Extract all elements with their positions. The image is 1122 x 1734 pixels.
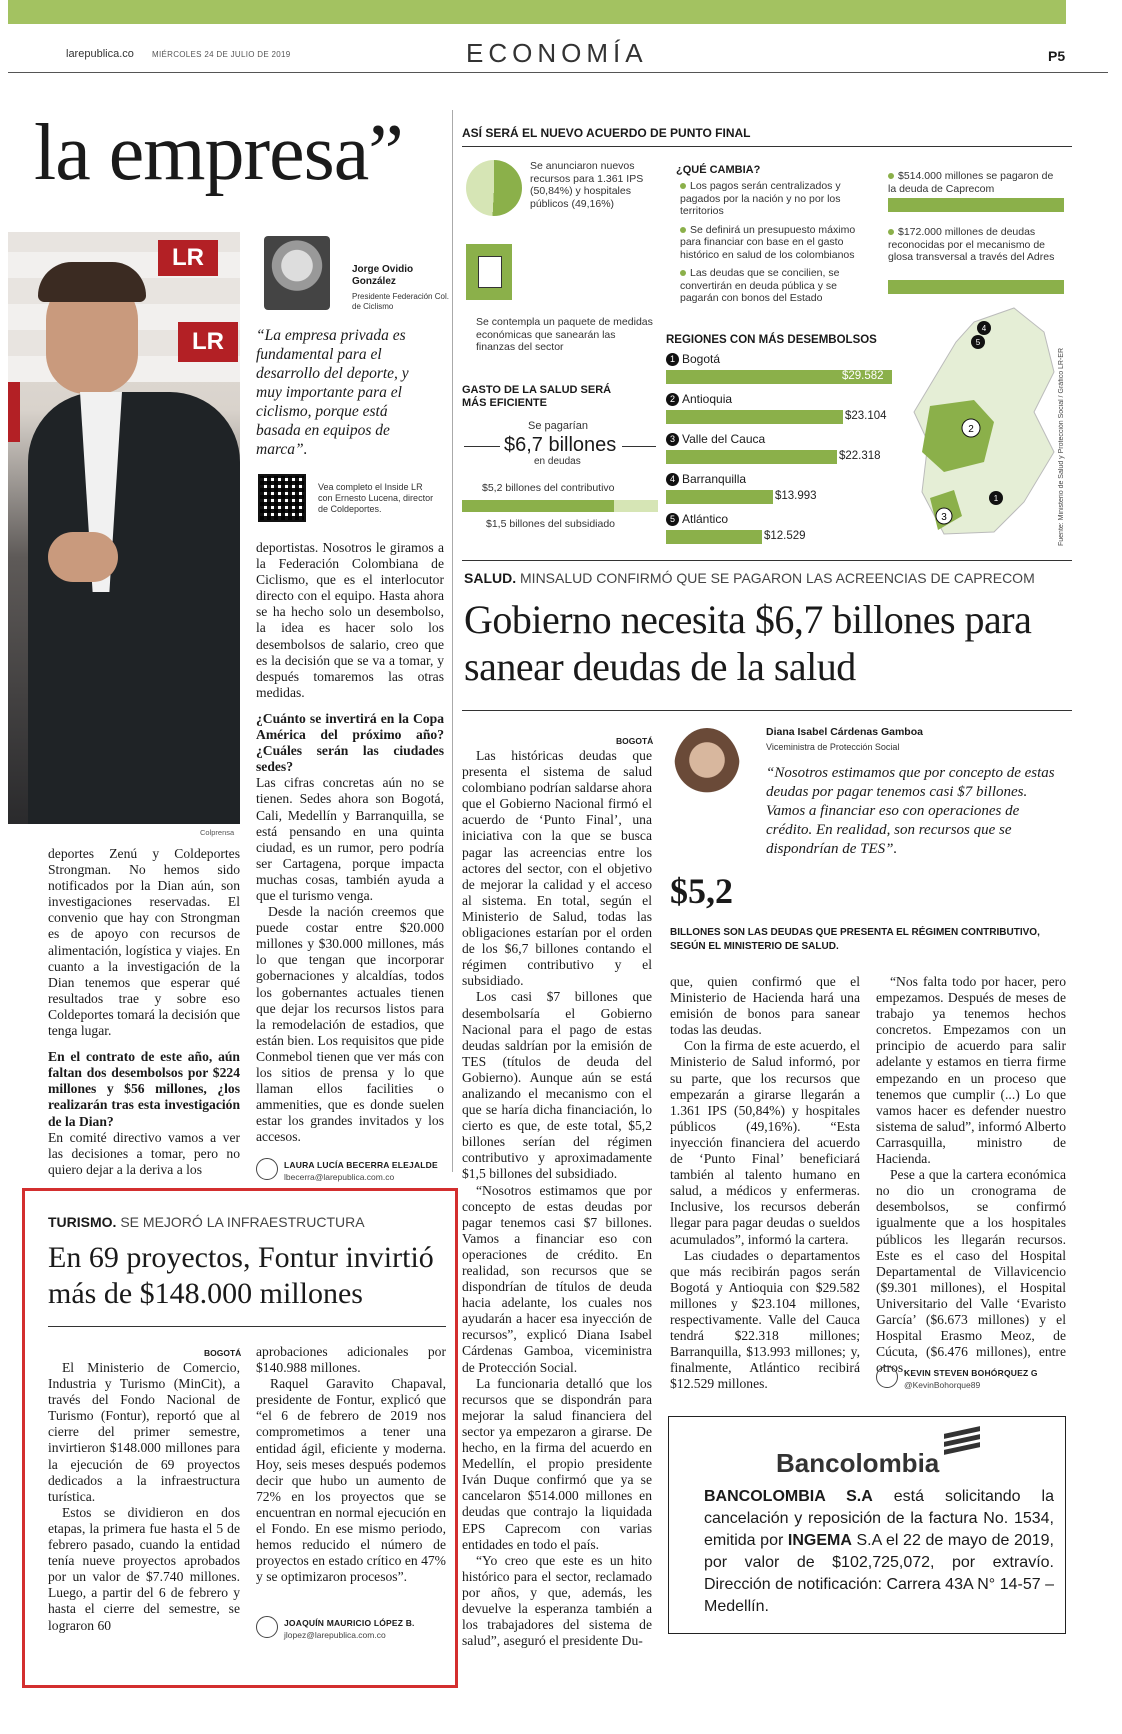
qr-code-icon[interactable] bbox=[258, 474, 306, 522]
side-fact-2: $172.000 millones de deudas reconocidas por el mecanismo de glosa transversal a través del Adres bbox=[888, 226, 1055, 263]
paragraph: Desde la nación creemos que puede costar entre $20.000 millones y $30.000 millones, más lo que tengan que incorporar gobernaciones y alcaldías, todos los gobernantes actuales tienen que dejar los recursos listos para la remodelación de estadios, que están bien. Los requisitos que pide Conmebol tienen que ver más con los sitios de prensa y lo que llaman ellos facilities o ammenities, que es donde suelen estar los grandes invitados y los accesos. bbox=[256, 904, 445, 1145]
region-row bbox=[666, 472, 892, 502]
region-label bbox=[666, 352, 892, 366]
region-row bbox=[666, 392, 892, 422]
quote-person-name: Jorge Ovidio González bbox=[352, 264, 414, 287]
author-icon bbox=[256, 1616, 278, 1638]
infographic-title: ASÍ SERÁ EL NUEVO ACUERDO DE PUNTO FINAL bbox=[462, 126, 751, 140]
gasto-title: GASTO DE LA SALUD SERÁ MÁS EFICIENTE bbox=[462, 384, 612, 409]
page-number: P5 bbox=[1048, 48, 1066, 64]
region-value: $29.582 bbox=[842, 370, 884, 382]
dateline: BOGOTÁ bbox=[616, 736, 654, 746]
fact-bar bbox=[888, 198, 1064, 212]
lr-logo: LR bbox=[158, 240, 218, 276]
ad-brand: Bancolombia bbox=[776, 1448, 940, 1478]
contributivo-label: $5,2 billones del contributivo bbox=[482, 482, 615, 494]
region-label bbox=[666, 472, 892, 486]
ips-pie-chart bbox=[466, 160, 522, 216]
region-name: Atlántico bbox=[682, 512, 729, 526]
avatar bbox=[264, 236, 330, 310]
regions-title: REGIONES CON MÁS DESEMBOLSOS bbox=[666, 334, 877, 346]
qr-caption: Vea completo el Inside LR con Ernesto Lucena, director de Coldeportes. bbox=[318, 482, 434, 514]
salud-col1 bbox=[462, 748, 652, 1649]
region-name: Antioquia bbox=[682, 392, 733, 406]
header-divider bbox=[8, 72, 1108, 73]
salud-headline: Gobierno necesita $6,7 billones para sanear deudas de la salud bbox=[464, 597, 1032, 689]
bancolombia-logo-icon bbox=[944, 1430, 980, 1456]
avatar bbox=[674, 728, 740, 808]
list-item: Los pagos serán centralizados y pagados por la nación y no por los territorios bbox=[680, 180, 841, 217]
package-caption: Se contempla un paquete de medidas económicas que sanearán las finanzas del sector bbox=[476, 316, 653, 353]
side-fact-1: $514.000 millones se pagaron de la deuda de Caprecom bbox=[888, 170, 1054, 195]
top-color-bar bbox=[8, 0, 1066, 24]
suit bbox=[28, 392, 240, 824]
author-name: JOAQUÍN MAURICIO LÓPEZ B. bbox=[284, 1618, 415, 1628]
pie-caption: Se anunciaron nuevos recursos para 1.361 IPS (50,84%) y hospitales públicos (49,16%) bbox=[530, 160, 644, 210]
regions-bar-chart bbox=[666, 352, 896, 548]
paragraph: “Yo creo que este es un hito histórico para el sector, reclamado por años, y que, además, les devuelve la esperanza también a los trabajadores del sistema de salud”, aseguró el presidente Du- bbox=[462, 1552, 652, 1649]
region-value: $22.318 bbox=[839, 450, 881, 462]
rank-badge: 5 bbox=[666, 513, 679, 526]
region-value: $13.993 bbox=[775, 490, 817, 502]
region-value: $23.104 bbox=[845, 410, 887, 422]
rank-badge: 4 bbox=[666, 473, 679, 486]
question: En el contrato de este año, aún faltan dos desembolsos por $224 millones y $56 millones, ¿los realizarán tras esta investigación de la Dian? bbox=[48, 1049, 240, 1129]
paragraph: que, quien confirmó que el Ministerio de Hacienda hará una emisión de bonos para sanear todas las deudas. bbox=[670, 974, 860, 1038]
paragraph: deportes Zenú y Coldeportes Strongman. No hemos sido notificados por la Dian aún, son investigaciones reservadas. El convenio que hay con Strongman es de apoyo con recursos de alimentación, logística y viajes. En cuanto a la investigación de la Dian tenemos que esperar qué resultados trae y sobre eso Coldeportes tomará la decisión que tenga lugar. bbox=[48, 846, 240, 1039]
list-item: Se definirá un presupuesto máximo para financiar con base en el gasto histórico en salud de los colombianos bbox=[680, 223, 856, 261]
paragraph: “Nos falta todo por hacer, pero empezamos. Después de meses de trabajo ya tenemos hechos concretos. Empezamos con un principio de acuerdo para salir adelante y estamos en tierra firme empezando en un proceso que tenemos que cumplir (...) Lo que vamos hacer es defender nuestro sistema de salud”, informó Alberto Carrasquilla, ministro de Hacienda. bbox=[876, 974, 1066, 1167]
colombia-map bbox=[904, 302, 1066, 544]
big-number-caption: BILLONES SON LAS DEUDAS QUE PRESENTA EL RÉGIMEN CONTRIBUTIVO, SEGÚN EL MINISTERIO DE SALUD. bbox=[670, 927, 1040, 952]
paragraph: Pese a que la cartera económica no dio un cronograma de desembolsos, se confirmó igualmente que a los hospitales públicos les llegarán recursos. Este es el caso del Hospital Departamental de Villavicencio ($9.301 millones), el Hospital Universitario del Valle ‘Evaristo García’ ($6.673 millones) y el Hospital Erasmo Meoz, de Cúcuta, ($6.476 millones), entre otros. bbox=[876, 1167, 1066, 1376]
paragraph: “Nosotros estimamos que por concepto de estas deudas por pagar tenemos casi $7 billones. Vamos a financiar eso con operaciones de crédito. En realidad, son recursos que se dispondrían de títulos de deuda hacia adelante, los cuales nos ayudarán a hacer esa inyección de recursos”, explicó Diana Isabel Cárdenas Gamboa, viceministra de Protección Social. bbox=[462, 1182, 652, 1375]
lr-logo: LR bbox=[178, 322, 238, 362]
salud-col2 bbox=[670, 974, 860, 1392]
region-bar bbox=[666, 490, 773, 504]
salud-pull-quote: “Nosotros estimamos que por concepto de estas deudas por pagar tenemos casi $7 billones. Vamos a financiar eso con operaciones de crédito. En realidad, son recursos que se dispondrían de TES”. bbox=[766, 765, 1055, 857]
region-bar bbox=[666, 410, 843, 424]
author-icon bbox=[876, 1366, 898, 1388]
region-bar bbox=[666, 450, 837, 464]
region-name: Barranquilla bbox=[682, 472, 747, 486]
site-name: larepublica.co bbox=[66, 48, 134, 60]
turismo-col1 bbox=[48, 1360, 240, 1634]
region-row bbox=[666, 512, 892, 542]
fact-bar bbox=[888, 280, 1064, 294]
map-label: 3 bbox=[941, 512, 947, 523]
map-label: 5 bbox=[975, 338, 981, 347]
paragraph: Las cifras concretas aún no se tienen. Sedes ahora son Bogotá, Cali, Medellín y Barranquilla, se está pensando en una quinta ciudad, es un rumor, pero podría ser Cartagena, porque impacta muchas cosas, también ayuda a que el turismo venga. bbox=[256, 775, 444, 903]
turismo-kicker: TURISMO. SE MEJORÓ LA INFRAESTRUCTURA bbox=[48, 1214, 365, 1230]
author-name: KEVIN STEVEN BOHÓRQUEZ G bbox=[904, 1368, 1038, 1378]
region-row bbox=[666, 352, 892, 382]
author-handle[interactable]: @KevinBohorque89 bbox=[904, 1380, 981, 1390]
list-item: Las deudas que se concilien, se convertirán en deuda pública y se pagarán con bonos del Estado bbox=[680, 267, 840, 304]
region-bar bbox=[666, 530, 762, 544]
big-number: $5,2 bbox=[670, 871, 733, 911]
issue-date: MIÉRCOLES 24 DE JULIO DE 2019 bbox=[152, 50, 291, 59]
subsidiado-label: $1,5 billones del subsidiado bbox=[486, 518, 616, 530]
left-article-col2 bbox=[256, 540, 444, 1145]
source-note: Fuente: Ministerio de Salud y Protección Social / Gráfico LR-ER bbox=[1058, 347, 1065, 546]
left-article-col1 bbox=[48, 846, 240, 1178]
paragraph: Con la firma de este acuerdo, el Ministerio de Salud informó, por su parte, que los recursos que empezarán a girarse llegarán a 1.361 IPS (50,84%) y hospitales públicos (49,16%). “Esta inyección financiera del acuerdo de ‘Punto Final’ beneficiará también al talento humano en salud, a médicos y enfermeras. Inclusive, los recursos deberán llegar para pagar deudas o sueldos acumulados”, informó la cartera. bbox=[670, 1038, 860, 1247]
ad-text: BANCOLOMBIA S.A está solicitando la cancelación y reposición de la factura No. 1534, emitida por INGEMA S.A el 22 de mayo de 2019, por valor de $102,725,072, por extravío. Dirección de notificación: Carrera 43A N° 14-57 – Medellín. bbox=[704, 1488, 1055, 1615]
question: ¿Cuánto se invertirá en la Copa América del próximo año? ¿Cuáles serán las ciudades sedes? bbox=[256, 710, 444, 775]
turismo-col2 bbox=[256, 1344, 446, 1585]
author-email[interactable]: jlopez@larepublica.com.co bbox=[284, 1630, 386, 1640]
author-icon bbox=[256, 1158, 278, 1180]
region-name: Valle del Cauca bbox=[682, 432, 766, 446]
author-name: LAURA LUCÍA BECERRA ELEJALDE bbox=[284, 1160, 438, 1170]
map-label: 2 bbox=[968, 424, 974, 435]
region-value: $12.529 bbox=[764, 530, 806, 542]
headline-tail: la empresa” bbox=[34, 109, 403, 197]
big-amount: $6,7 billones bbox=[504, 434, 617, 456]
document-icon bbox=[466, 244, 512, 300]
region-label bbox=[666, 392, 892, 406]
paragraph: Estos se dividieron en dos etapas, la primera fue hasta el 5 de febrero pasado, cuando la entidad tenía nueve proyectos aprobados por un valor de $7.740 millones. Luego, a partir del 6 de febrero y hasta el cierre del semestre, se lograron 60 bbox=[48, 1504, 240, 1633]
quote-person-role: Presidente Federación Col. de Ciclismo bbox=[352, 292, 449, 311]
paragraph: El Ministerio de Comercio, Industria y Turismo (MinCit), a través del Fondo Nacional de Turismo (Fontur), reportó que al cierre del primer semestre, invirtieron $148.000 millones para la ejecución de 69 proyectos dedicados a la infraestructura turística. bbox=[48, 1360, 240, 1504]
rank-badge: 1 bbox=[666, 353, 679, 366]
viceminister-role: Viceministra de Protección Social bbox=[766, 742, 900, 752]
paragraph: Los casi $7 billones que desembolsaría el Gobierno Nacional para el pago de estas deudas saldrían por la emisión de TES (títulos de deuda del Gobierno). Aunque aún se está analizando el mecanismo con el que se haría dicha financiación, lo cierto es que, de este total, $5,2 billones serían del régimen contributivo y aproximadamente $1,5 billones del subsidiado. bbox=[462, 989, 652, 1182]
region-label bbox=[666, 512, 892, 526]
author-email[interactable]: lbecerra@larepublica.com.co bbox=[284, 1172, 395, 1182]
split-bar bbox=[462, 500, 658, 512]
region-row bbox=[666, 432, 892, 462]
paragraph: aprobaciones adicionales por $140.988 millones. bbox=[256, 1344, 446, 1376]
paragraph: Las ciudades o departamentos que más recibirán pagos serán Bogotá y Antioquia con $29.582 millones y $23.104 millones, respectivamente. Valle del Cauca tendrá $22.318 millones; Barranquilla, $13.993 millones; y, finalmente, Atlántico recibirá $12.529 millones. bbox=[670, 1247, 860, 1392]
region-name: Bogotá bbox=[682, 352, 721, 366]
section-title: ECONOMÍA bbox=[466, 38, 648, 68]
rank-badge: 2 bbox=[666, 393, 679, 406]
paragraph: La funcionaria detalló que los recursos que se dispondrán para mejorar la salud financiera del sector ya empezaron a girarse. De hecho, en la firma del acuerdo en Medellín, el propio presidente Iván Duque confirmó que ya se cancelaron $514.000 millones en deudas que contrajo la liquidada EPS Caprecom con varias entidades en todo el país. bbox=[462, 1375, 652, 1552]
se-pagarian: Se pagarían bbox=[528, 420, 588, 432]
interview-photo bbox=[8, 232, 240, 824]
column-divider bbox=[452, 110, 453, 1172]
dateline: BOGOTÁ bbox=[204, 1348, 242, 1358]
viceminister-name: Diana Isabel Cárdenas Gamboa bbox=[766, 726, 923, 738]
salud-col3 bbox=[876, 974, 1066, 1376]
paragraph: Raquel Garavito Chapaval, presidente de Fontur, explicó que “el 6 de febrero de 2019 nos comprometimos a tener una entidad ágil, eficiente y moderna. Hoy, seis meses después podemos decir que hubo un aumento de 72% en los proyectos que se encuentran en normal ejecución en el Fondo. En ese mismo periodo, hemos reducido el número de proyectos en estado crítico en 47% y se optimizaron procesos”. bbox=[256, 1376, 446, 1585]
rank-badge: 3 bbox=[666, 433, 679, 446]
paragraph: En comité directivo vamos a ver las decisiones a tomar, pero no quiero dejar a la deriva a los bbox=[48, 1129, 240, 1177]
que-cambia-title: ¿QUÉ CAMBIA? bbox=[676, 164, 761, 176]
paragraph: Las históricas deudas que presenta el sistema de salud colombiano podrían saldarse ahora que el Gobierno Nacional firmó el acuerdo de ‘Punto Final’, una iniciativa con la que se busca pagar las acreencias entre los actores del sector, con el objetivo de mejorar la calidad y el acceso al sistema. En total, según el Ministerio de Salud, todas las obligaciones estarían por el orden de los $6,7 billones contando el régimen contributivo y el subsidiado. bbox=[462, 748, 652, 989]
photo-credit: Colprensa bbox=[200, 828, 235, 837]
paragraph: deportistas. Nosotros le giramos a la Federación Colombiana de Ciclismo, que es el interlocutor directo con el equipo. Hasta ahora se ha hecho solo un desembolso, la idea es hacer solo los desembolsos de salario, creo que es la decisión que se va a tomar, y después tomaremos las otras medidas. bbox=[256, 540, 444, 700]
en-deudas: en deudas bbox=[534, 456, 581, 467]
turismo-headline: En 69 proyectos, Fontur invirtió más de $148.000 millones bbox=[48, 1241, 434, 1310]
salud-kicker: SALUD. MINSALUD CONFIRMÓ QUE SE PAGARON LAS ACREENCIAS DE CAPRECOM bbox=[464, 570, 1035, 586]
pull-quote: “La empresa privada es fundamental para el desarrollo del deporte, y muy importante para el ciclismo, porque está basada en equipos de marca”. bbox=[256, 327, 409, 458]
region-label bbox=[666, 432, 892, 446]
map-label: 1 bbox=[993, 494, 999, 503]
que-cambia-list bbox=[680, 180, 856, 305]
map-label: 4 bbox=[981, 324, 987, 333]
